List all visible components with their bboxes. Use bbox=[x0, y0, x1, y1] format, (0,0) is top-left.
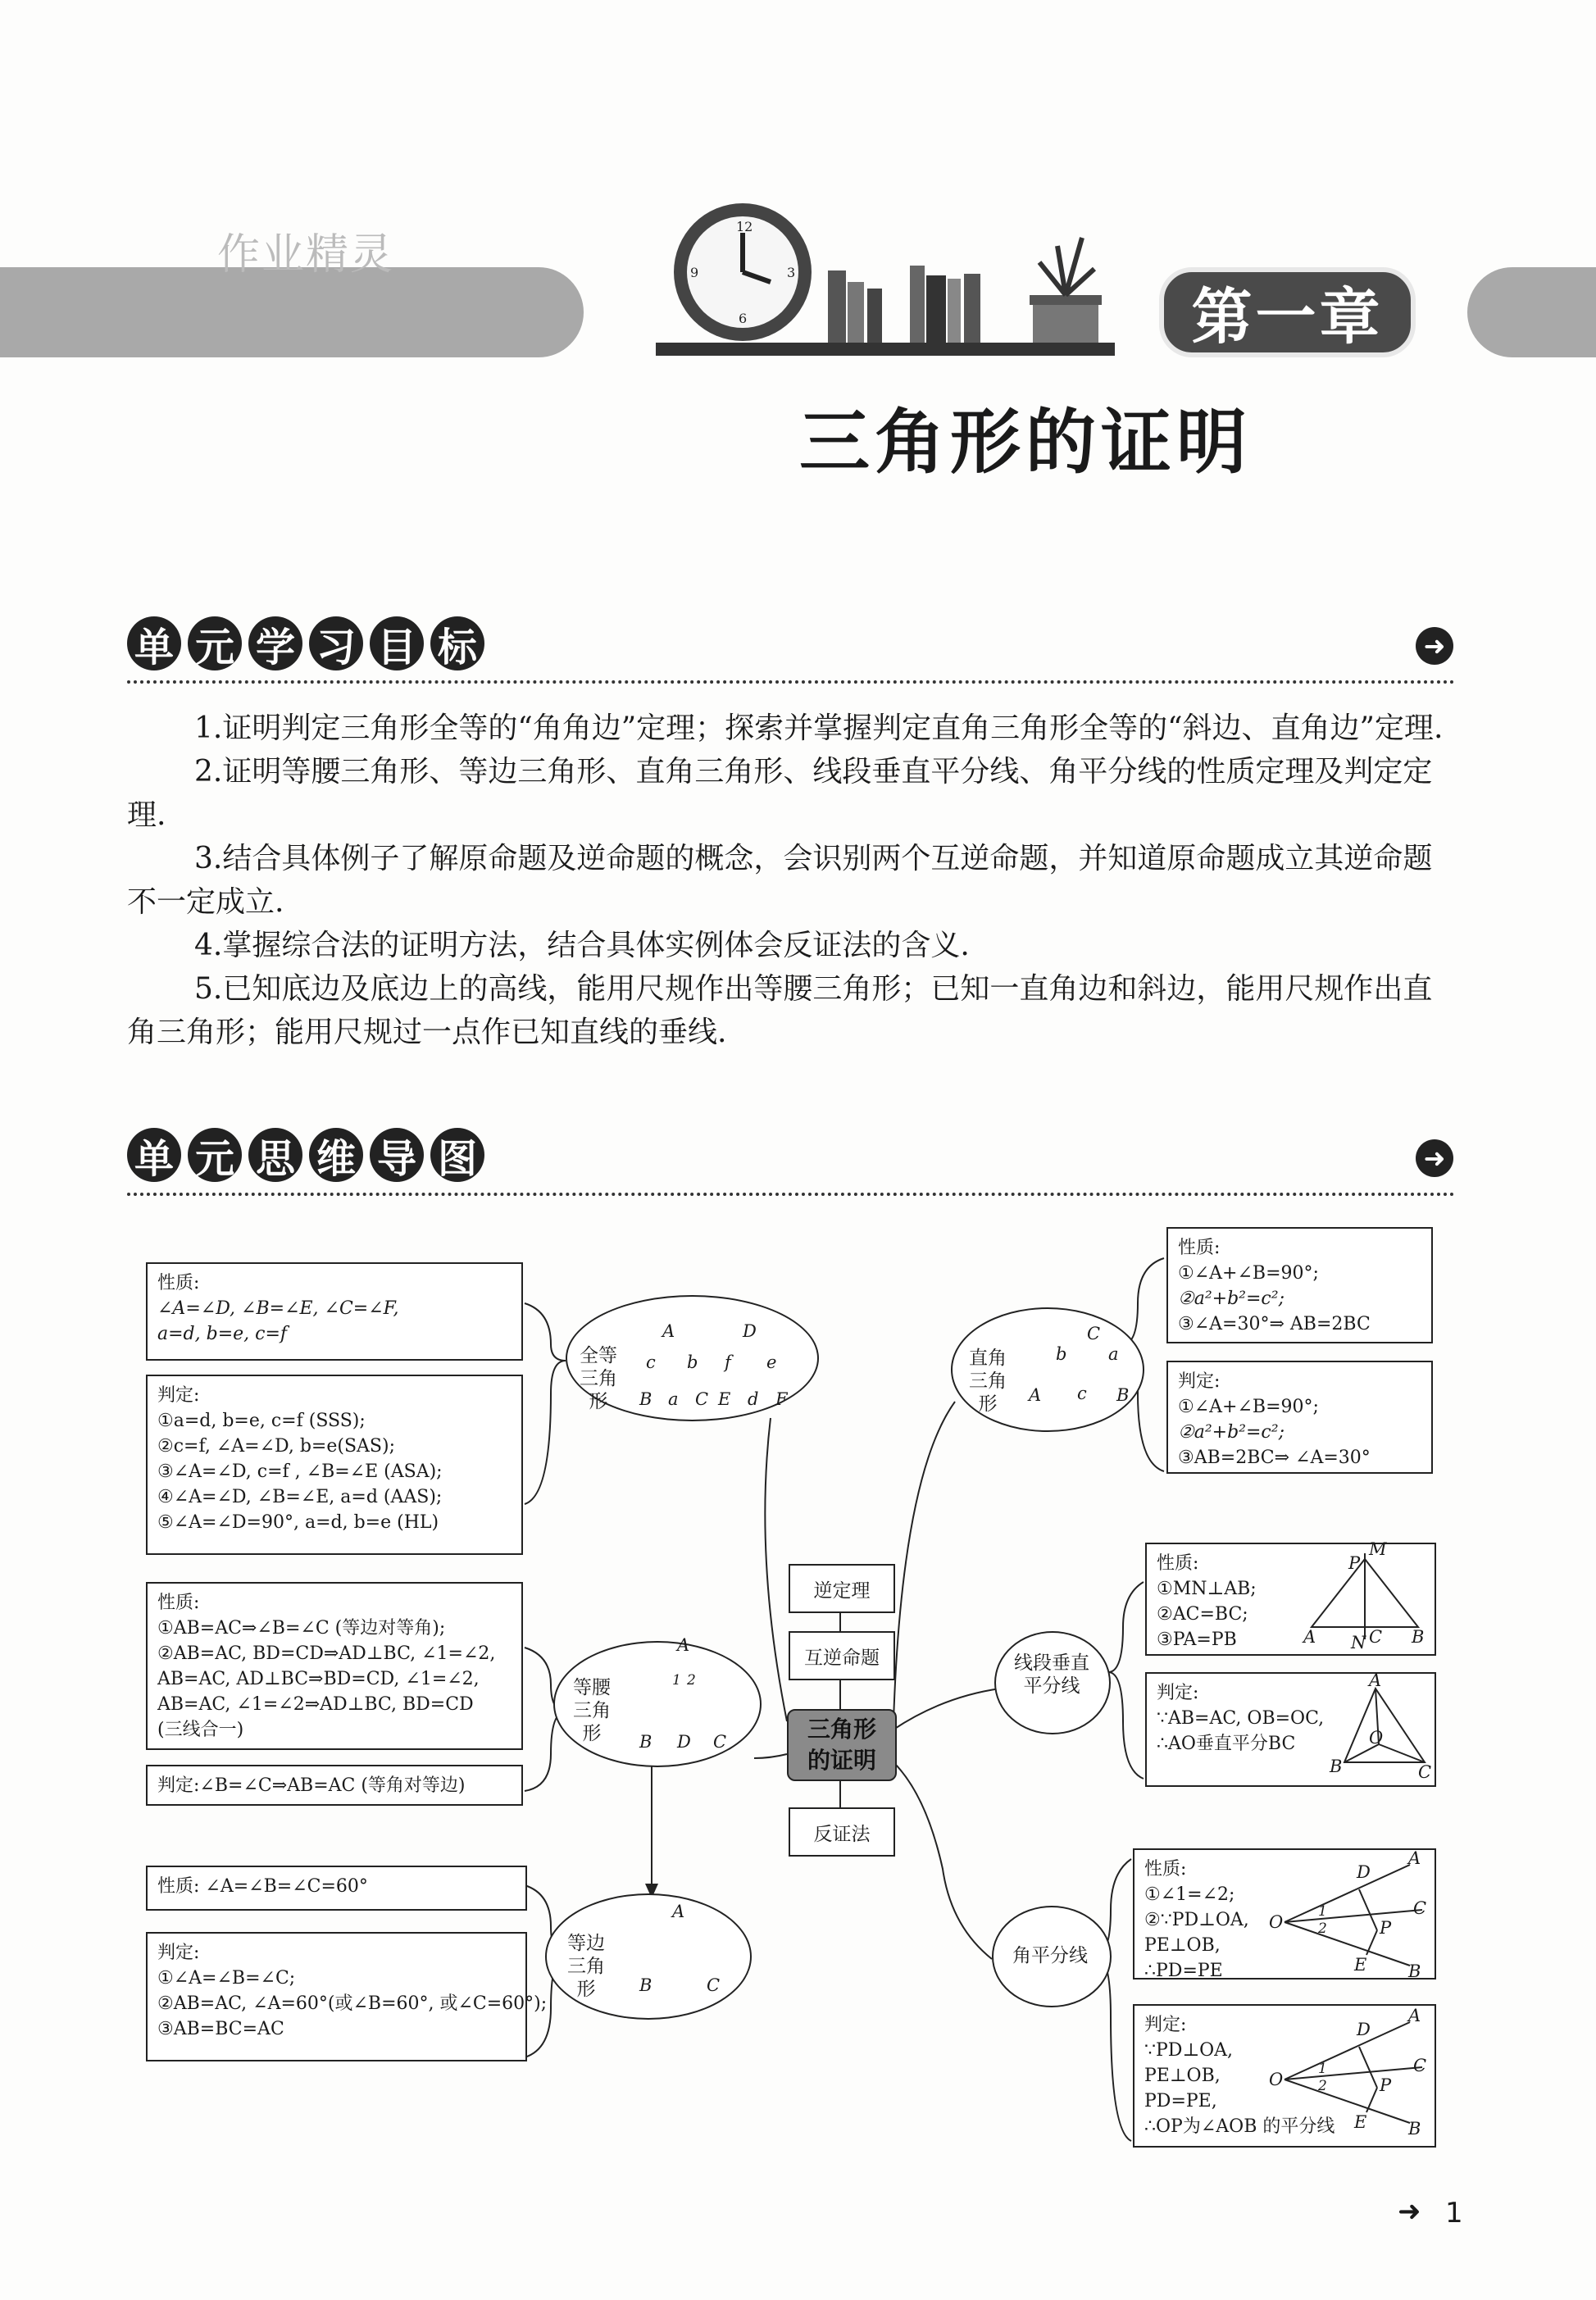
point-label: B bbox=[1408, 1961, 1421, 1981]
isosceles-criteria-box: 判定:∠B=∠C⇒AB=AC (等角对等边) bbox=[146, 1765, 523, 1806]
label-line: 直角 bbox=[969, 1348, 1007, 1369]
svg-text:3: 3 bbox=[787, 265, 796, 280]
box-line: ②AB=AC, ∠A=60°(或∠B=60°, 或∠C=60°); bbox=[157, 1993, 548, 2014]
isosceles-property-box bbox=[146, 1582, 523, 1750]
equilateral-property-box: 性质: ∠A=∠B=∠C=60° bbox=[146, 1866, 527, 1911]
vertex-label: A bbox=[662, 1321, 675, 1341]
box-line: ∴PD=PE bbox=[1144, 1961, 1223, 1981]
box-line: ③∠A=30°⇒ AB=2BC bbox=[1178, 1314, 1371, 1334]
point-label: B bbox=[1330, 1757, 1343, 1776]
box-line: AB=AC, ∠1=∠2⇒AD⊥BC, BD=CD bbox=[157, 1694, 474, 1715]
box-line: ②AB=AC, BD=CD⇒AD⊥BC, ∠1=∠2, bbox=[157, 1643, 496, 1664]
vertex-label: C bbox=[1087, 1324, 1101, 1343]
angle-label: 1 bbox=[672, 1672, 681, 1689]
side-label: b bbox=[1056, 1344, 1067, 1364]
goal-item: 3.结合具体例子了解原命题及逆命题的概念，会识别两个互逆命题，并知道原命题成立其逆命题不一定成立. bbox=[127, 842, 1433, 919]
box-line: ①a=d, b=e, c=f (SSS); bbox=[157, 1411, 366, 1431]
box-line: 性质: bbox=[1178, 1238, 1221, 1258]
box-line: 判定: bbox=[1157, 1683, 1199, 1703]
point-label: P bbox=[1348, 1553, 1361, 1573]
box-line: ∵PD⊥OA, bbox=[1144, 2040, 1234, 2061]
page-number: 1 bbox=[1445, 2197, 1463, 2230]
label-line: 平分线 bbox=[1023, 1675, 1080, 1697]
heading-char: 导 bbox=[370, 1128, 424, 1182]
center-line: 三角形 bbox=[807, 1716, 876, 1743]
equilateral-label bbox=[562, 1932, 611, 2001]
side-label: a bbox=[668, 1389, 679, 1409]
vertex-label: B bbox=[639, 1975, 652, 1995]
heading-char: 元 bbox=[188, 616, 242, 670]
side-label: b bbox=[687, 1352, 698, 1372]
box-line: 性质: bbox=[157, 1593, 200, 1613]
goal-item: 1.证明判定三角形全等的“角角边”定理；探索并掌握判定直角三角形全等的“斜边、直角边”定理. bbox=[194, 711, 1444, 745]
angle-label: 2 bbox=[687, 1672, 696, 1689]
box-line: ①AB=AC⇒∠B=∠C (等边对等角); bbox=[157, 1618, 446, 1639]
box-line: AB=AC, AD⊥BC⇒BD=CD, ∠1=∠2, bbox=[157, 1669, 480, 1689]
point-label: N bbox=[1351, 1633, 1366, 1652]
point-label: C bbox=[1369, 1627, 1383, 1647]
box-line: ①MN⊥AB; bbox=[1157, 1579, 1257, 1599]
label-line: 三角形 bbox=[567, 1956, 605, 2000]
box-line: ②c=f, ∠A=∠D, b=e(SAS); bbox=[157, 1436, 395, 1457]
proof-by-contradiction-box: 反证法 bbox=[789, 1807, 895, 1857]
point-label: A bbox=[1408, 2006, 1421, 2025]
vertex-label: D bbox=[743, 1321, 757, 1341]
box-line: 判定: bbox=[157, 1385, 200, 1406]
footer-arrow-icon: ➜ bbox=[1398, 2195, 1421, 2228]
side-label: d bbox=[748, 1389, 759, 1409]
point-label: P bbox=[1380, 2075, 1392, 2095]
vertex-label: B bbox=[1116, 1385, 1130, 1405]
heading-char: 标 bbox=[430, 616, 484, 670]
box-line: 性质: bbox=[1144, 1859, 1187, 1880]
box-line: (三线合一) bbox=[157, 1720, 244, 1740]
point-label: D bbox=[1357, 2020, 1371, 2039]
point-label: M bbox=[1369, 1539, 1387, 1559]
box-line: ③AB=2BC⇒ ∠A=30° bbox=[1178, 1448, 1371, 1468]
heading-char: 维 bbox=[309, 1128, 363, 1182]
point-label: A bbox=[1408, 1848, 1421, 1868]
center-line: 的证明 bbox=[807, 1747, 876, 1774]
heading-char: 学 bbox=[248, 616, 302, 670]
box-line: a=d, b=e, c=f bbox=[157, 1324, 288, 1344]
side-label: c bbox=[1077, 1384, 1087, 1403]
perp-bisector-label bbox=[998, 1652, 1105, 1698]
congruent-criteria-box bbox=[146, 1375, 523, 1555]
converse-theorem-box: 逆定理 bbox=[789, 1564, 895, 1613]
vertex-label: B bbox=[639, 1389, 652, 1409]
box-line: ④∠A=∠D, ∠B=∠E, a=d (AAS); bbox=[157, 1487, 443, 1507]
heading-char: 元 bbox=[188, 1128, 242, 1182]
box-line: ②∵PD⊥OA, bbox=[1144, 1910, 1249, 1930]
angle-label: 2 bbox=[1318, 1920, 1327, 1937]
side-label: e bbox=[766, 1352, 777, 1372]
box-line: ⑤∠A=∠D=90°, a=d, b=e (HL) bbox=[157, 1512, 439, 1533]
side-label: a bbox=[1108, 1344, 1119, 1364]
box-line: 判定: bbox=[1144, 2015, 1187, 2035]
box-line: 性质: bbox=[1157, 1553, 1199, 1574]
box-line: ∠A=∠D, ∠B=∠E, ∠C=∠F, bbox=[157, 1298, 399, 1319]
label-line: 线段垂直 bbox=[1014, 1652, 1089, 1674]
box-line: PE⊥OB, bbox=[1144, 2066, 1221, 2086]
box-line: 判定: bbox=[157, 1943, 200, 1963]
point-label: A bbox=[1369, 1670, 1382, 1690]
point-label: E bbox=[1354, 1955, 1367, 1975]
box-line: ②AC=BC; bbox=[1157, 1604, 1248, 1625]
vertex-label: E bbox=[718, 1389, 731, 1409]
box-line: ③PA=PB bbox=[1157, 1630, 1237, 1650]
heading-char: 习 bbox=[309, 616, 363, 670]
inverse-propositions-box: 互逆命题 bbox=[789, 1631, 895, 1680]
heading-char: 思 bbox=[248, 1128, 302, 1182]
congruent-property-box bbox=[146, 1262, 523, 1361]
center-node bbox=[787, 1709, 897, 1781]
vertex-label: A bbox=[1029, 1385, 1042, 1405]
point-label: O bbox=[1269, 1912, 1284, 1932]
box-line: PD=PE, bbox=[1144, 2091, 1217, 2111]
box-line: ①∠A+∠B=90°; bbox=[1178, 1263, 1319, 1284]
point-label: O bbox=[1369, 1728, 1384, 1748]
perp-property-box bbox=[1145, 1543, 1436, 1656]
label-line: 三角形 bbox=[573, 1700, 611, 1744]
side-label: f bbox=[725, 1352, 731, 1372]
label-line: 全等 bbox=[580, 1345, 617, 1366]
box-line: 性质: bbox=[157, 1273, 200, 1293]
box-line: ②a²+b²=c²; bbox=[1178, 1289, 1285, 1309]
chapter-title: 三角形的证明 bbox=[799, 401, 1252, 484]
equilateral-criteria-box bbox=[146, 1932, 548, 2061]
vertex-label: B bbox=[639, 1732, 652, 1752]
vertex-label: C bbox=[707, 1975, 721, 1995]
box-line: ③AB=BC=AC bbox=[157, 2019, 284, 2039]
vertex-label: A bbox=[677, 1635, 690, 1655]
point-label: P bbox=[1380, 1918, 1392, 1938]
goal-item: 5.已知底边及底边上的高线，能用尺规作出等腰三角形；已知一直角边和斜边，能用尺规作出直角三角形；能用尺规过一点作已知直线的垂线. bbox=[127, 972, 1433, 1049]
box-line: ①∠A=∠B=∠C; bbox=[157, 1968, 296, 1989]
label-line: 等腰 bbox=[573, 1677, 611, 1698]
point-label: B bbox=[1412, 1627, 1425, 1647]
vertex-label: C bbox=[695, 1389, 709, 1409]
svg-text:6: 6 bbox=[739, 311, 748, 326]
heading-char: 单 bbox=[127, 1128, 181, 1182]
point-label: C bbox=[1418, 1762, 1432, 1782]
box-line: ③∠A=∠D, c=f , ∠B=∠E (ASA); bbox=[157, 1461, 443, 1482]
box-line: PE⊥OB, bbox=[1144, 1935, 1221, 1956]
watermark-text: 作业精灵 bbox=[217, 230, 395, 280]
right-property-box bbox=[1166, 1227, 1433, 1343]
point-label: D bbox=[1357, 1862, 1371, 1882]
label-line: 三角形 bbox=[969, 1370, 1007, 1415]
goal-item: 4.掌握综合法的证明方法，结合具体实例体会反证法的含义. bbox=[194, 929, 970, 962]
angle-property-box bbox=[1133, 1848, 1436, 1980]
map-arrow-icon: ➜ bbox=[1416, 1139, 1453, 1177]
box-line: ②a²+b²=c²; bbox=[1178, 1422, 1285, 1443]
congruent-label bbox=[574, 1344, 623, 1413]
goals-arrow-icon: ➜ bbox=[1416, 627, 1453, 665]
svg-text:12: 12 bbox=[736, 219, 753, 234]
box-line: ∵AB=AC, OB=OC, bbox=[1157, 1708, 1325, 1729]
angle-bisector-label: 角平分线 bbox=[1012, 1945, 1088, 1966]
box-line: 判定: bbox=[1178, 1371, 1221, 1392]
vertex-label: A bbox=[672, 1902, 685, 1921]
box-line: ∴AO垂直平分BC bbox=[1157, 1734, 1296, 1754]
label-line: 三角形 bbox=[580, 1368, 617, 1412]
angle-label: 2 bbox=[1318, 2078, 1327, 2094]
point-label: E bbox=[1354, 2112, 1367, 2132]
right-triangle-label bbox=[963, 1347, 1012, 1416]
label-line: 等边 bbox=[567, 1933, 605, 1954]
side-label: c bbox=[646, 1352, 656, 1372]
perp-criteria-box bbox=[1145, 1672, 1436, 1787]
vertex-label: F bbox=[775, 1389, 788, 1409]
svg-text:9: 9 bbox=[690, 265, 699, 280]
heading-char: 单 bbox=[127, 616, 181, 670]
isosceles-label bbox=[567, 1676, 616, 1745]
point-label: B bbox=[1408, 2119, 1421, 2139]
point-label: C bbox=[1413, 2056, 1427, 2075]
chapter-badge: 第一章 bbox=[1159, 267, 1416, 357]
right-criteria-box bbox=[1166, 1361, 1433, 1474]
point-label: C bbox=[1413, 1898, 1427, 1918]
box-line: ∴OP为∠AOB 的平分线 bbox=[1144, 2116, 1335, 2137]
vertex-label: D bbox=[677, 1732, 691, 1752]
point-label: O bbox=[1269, 2070, 1284, 2089]
box-line: ①∠A+∠B=90°; bbox=[1178, 1397, 1319, 1417]
box-line: ①∠1=∠2; bbox=[1144, 1884, 1235, 1905]
goal-item: 2.证明等腰三角形、等边三角形、直角三角形、线段垂直平分线、角平分线的性质定理及判定定理. bbox=[127, 755, 1433, 832]
angle-label: 1 bbox=[1318, 1903, 1327, 1920]
heading-char: 目 bbox=[370, 616, 424, 670]
point-label: A bbox=[1303, 1627, 1316, 1647]
vertex-label: C bbox=[713, 1732, 727, 1752]
heading-char: 图 bbox=[430, 1128, 484, 1182]
angle-label: 1 bbox=[1318, 2061, 1327, 2077]
